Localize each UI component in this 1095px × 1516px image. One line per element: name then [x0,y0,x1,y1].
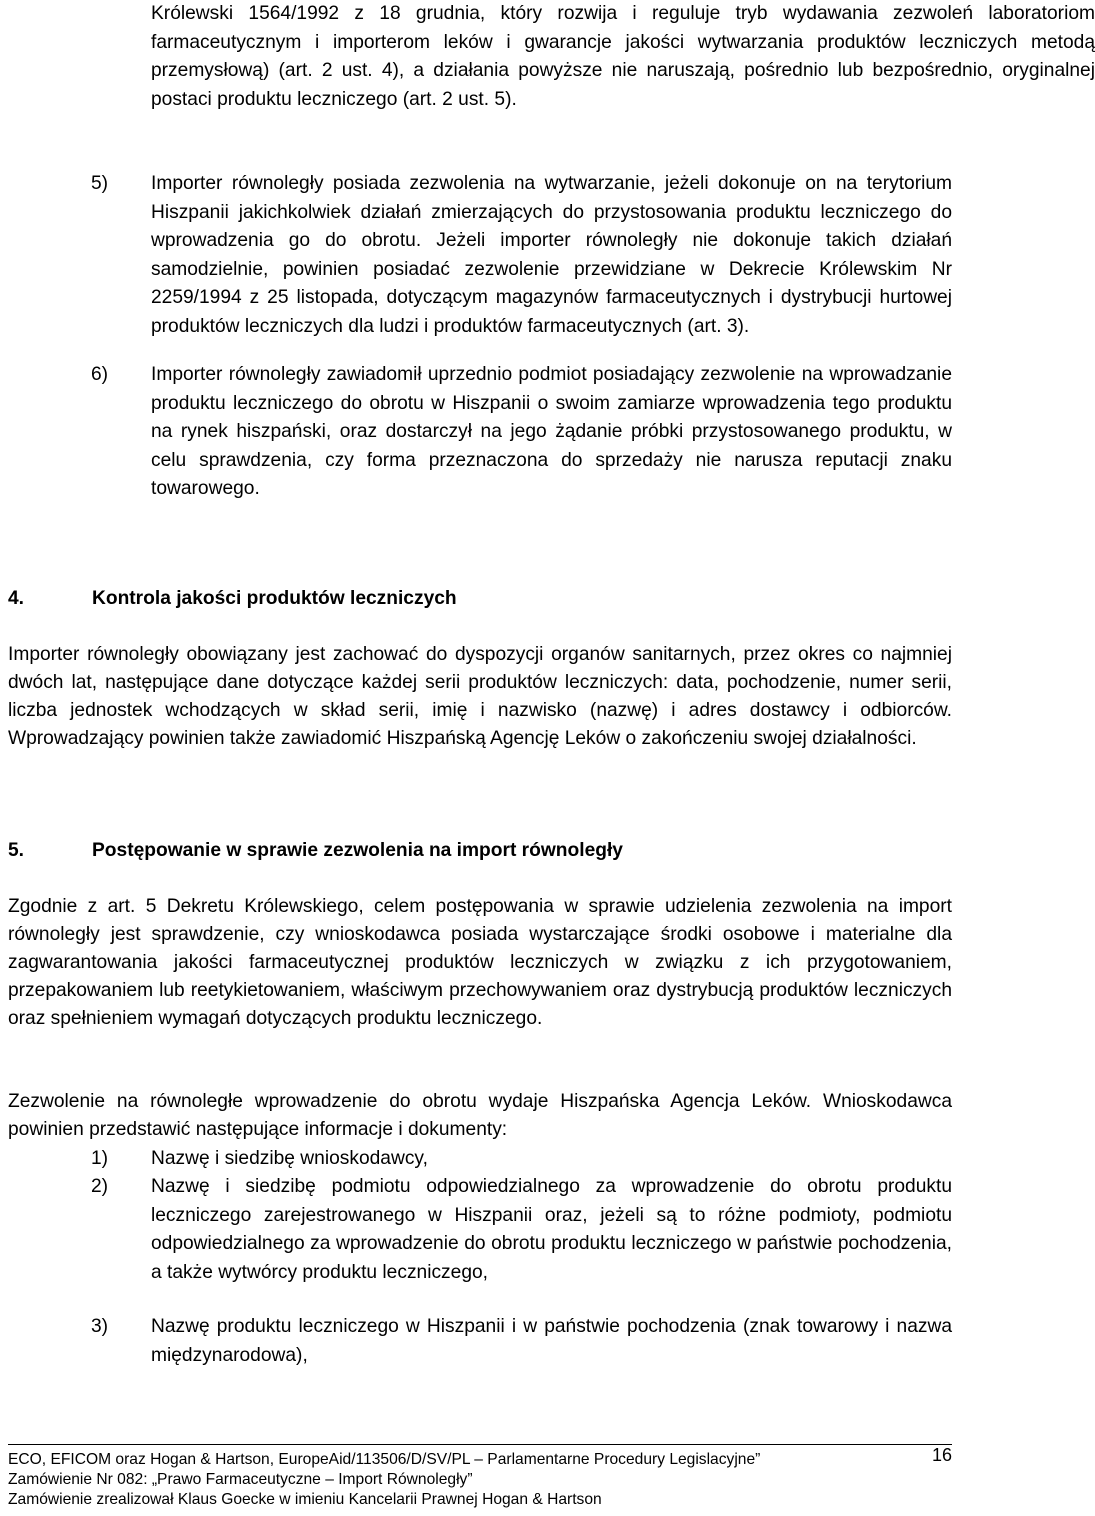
section-number: 4. [8,588,25,609]
document-list-item-3 [8,1313,952,1370]
section-5-paragraph-2: Zezwolenie na równoległe wprowadzenie do obrotu wydaje Hiszpańska Agencja Leków. Wnioskodawca powinien przedstawić następujące informacje i dokumenty: [8,1091,952,1141]
list-number: 1) [91,1148,109,1169]
list-number: 5) [91,173,109,194]
list-item-6 [8,361,952,504]
section-5-heading [8,837,952,865]
list-number: 2) [91,1176,109,1197]
document-list-item-2 [8,1173,952,1287]
section-4-heading [8,585,952,613]
footer-line-1: ECO, EFICOM oraz Hogan & Hartson, EuropeAid/113506/D/SV/PL – Parlamentarne Procedury Legislacyjne” [8,1451,761,1468]
list-item-5 [8,170,952,342]
section-number: 5. [8,840,25,861]
section-4-paragraph: Importer równoległy obowiązany jest zachować do dyspozycji organów sanitarnych, przez okres co najmniej dwóch lat, następujące dane dotyczące każdej serii produktów leczniczych: data, pochodzenie, numer serii, liczba jednostek wchodzących w skład serii, imię i nazwisko (nazwę) i adres dostawcy i odbiorców. Wprowadzający powinien także zawiadomić Hiszpańską Agencję Leków o zakończeniu swojej działalności. [8,644,952,750]
document-list-item-1 [8,1145,952,1174]
list-text: Importer równoległy zawiadomił uprzednio podmiot posiadający zezwolenie na wprowadzanie produktu leczniczego do obrotu w Hiszpanii o swoim zamiarze wprowadzenia tego produktu na rynek hiszpański, oraz dostarczył na jego żądanie próbki przystosowanego produktu, w celu sprawdzenia, czy forma przeznaczona do sprzedaży nie narusza reputacji znaku towarowego. [151,364,952,500]
section-5-paragraph-1: Zgodnie z art. 5 Dekretu Królewskiego, celem postępowania w sprawie udzielenia zezwolenia na import równoległy jest sprawdzenie, czy wnioskodawca posiada wystarczające środki osobowe i materialne dla zagwarantowania jakości farmaceutycznej produktów leczniczych w związku z ich przygotowaniem, przepakowaniem lub reetykietowaniem, właściwym przechowywaniem oraz dystrybucją produktów leczniczych oraz spełnieniem wymagań dotyczących produktu leczniczego. [8,896,952,1030]
page-footer [8,1445,952,1510]
section-title: Postępowanie w sprawie zezwolenia na import równoległy [92,840,623,861]
list-text: Nazwę produktu leczniczego w Hiszpanii i w państwie pochodzenia (znak towarowy i nazwa międzynarodowa), [151,1316,952,1366]
footer-divider [8,1444,952,1445]
continuation-paragraph: Królewski 1564/1992 z 18 grudnia, który rozwija i reguluje tryb wydawania zezwoleń laboratoriom farmaceutycznym i importerom leków i gwarancje jakości wytwarzania produktów leczniczych metodą przemysłową) (art. 2 ust. 4), a działania powyższe nie naruszają, pośrednio lub bezpośrednio, oryginalnej postaci produktu leczniczego (art. 2 ust. 5). [151,3,1095,110]
footer-line-2: Zamówienie Nr 082: „Prawo Farmaceutyczne – Import Równoległy” [8,1471,473,1488]
list-text: Importer równoległy posiada zezwolenia na wytwarzanie, jeżeli dokonuje on na terytorium Hiszpanii jakichkolwiek działań zmierzających do przystosowania produktu leczniczego do wprowadzenia go do obrotu. Jeżeli importer równoległy nie dokonuje takich działań samodzielnie, powinien posiadać zezwolenie przewidziane w Dekrecie Królewskim Nr 2259/1994 z 25 listopada, dotyczącym magazynów farmaceutycznych i dystrybucji hurtowej produktów leczniczych dla ludzi i produktów farmaceutycznych (art. 3). [151,173,952,337]
list-number: 3) [91,1316,109,1337]
footer-line-3: Zamówienie zrealizował Klaus Goecke w imieniu Kancelarii Prawnej Hogan & Hartson [8,1491,602,1508]
list-number: 6) [91,364,109,385]
list-text: Nazwę i siedzibę wnioskodawcy, [151,1148,428,1169]
list-text: Nazwę i siedzibę podmiotu odpowiedzialnego za wprowadzenie do obrotu produktu leczniczego zarejestrowanego w Hiszpanii oraz, jeżeli są to różne podmioty, podmiotu odpowiedzialnego za wprowadzenie do obrotu produktu leczniczego w państwie pochodzenia, a także wytwórcy produktu leczniczego, [151,1176,952,1283]
page-number: 16 [931,1445,952,1465]
section-title: Kontrola jakości produktów leczniczych [92,588,457,609]
